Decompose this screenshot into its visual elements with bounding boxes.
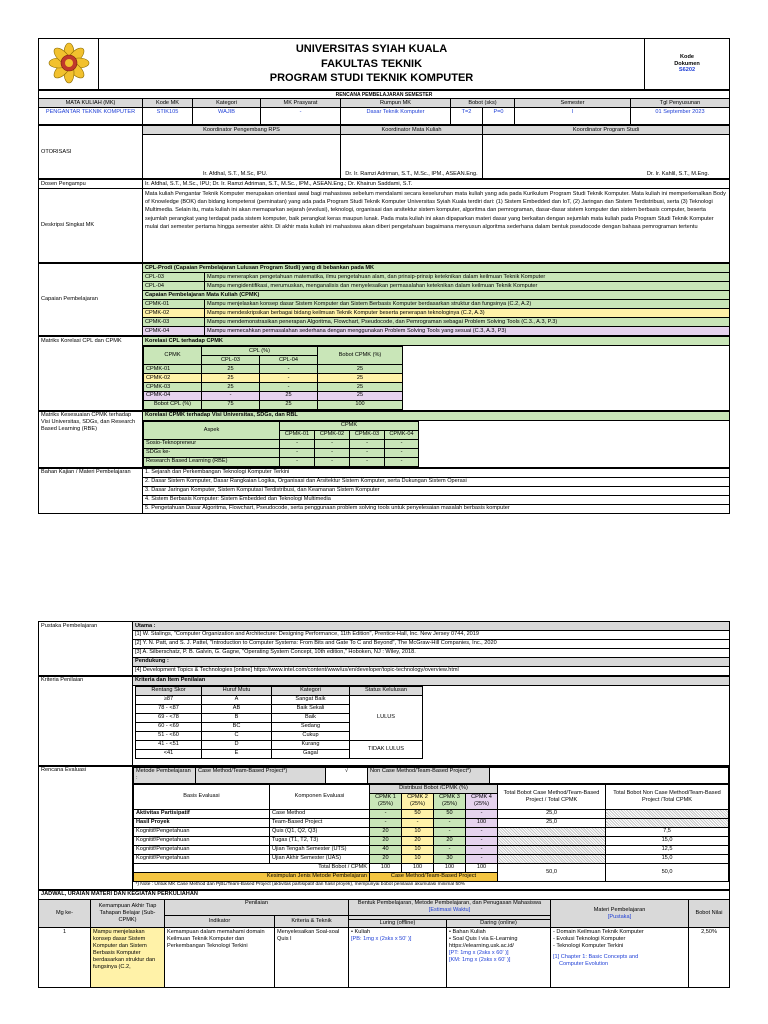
reference-item: [2] Y. N. Patt, and S. J. Pattel, "Introduction to Computer Systems: From Bits and Gate To C and Beyond", The McGraw-Hill Companies, Inc., 2020 (133, 639, 730, 648)
schedule-online-line: [KM: 1mg x (2sks x 60' )] (449, 956, 511, 963)
schedule-table (38, 890, 730, 989)
schedule-offline-header: Luring (offline) (349, 919, 447, 928)
grading-status-header: Status Kelulusan (350, 686, 423, 695)
matrix-cpl04-header: CPL-04 (260, 356, 318, 365)
grading-label: Kriteria Penilaian (39, 676, 133, 765)
schedule-title: JADWAL, URAIAN MATERI DAN KEGIATAN PERKULIAHAN (39, 890, 730, 899)
alignment-aspect: Research Based Learning (RBE) (144, 457, 280, 466)
grading-table (135, 686, 423, 759)
material-item: 2. Dasar Sistem Komputer, Dasar Rangkaian Logika, Organisasi dan Arsitektur Sistem Komputer, serta Dukungan Sistem Operasi (143, 477, 730, 486)
program-coordinator-header: Koordinator Program Studi (483, 126, 730, 135)
matrix-total: 75 (202, 400, 260, 409)
schedule-week-header: Mg ke- (39, 899, 91, 928)
eval-cell: - (434, 845, 466, 854)
grading-range: 41 - <51 (136, 740, 202, 749)
eval-cpmk3-header: CPMK 3 (25%) (434, 793, 466, 809)
schedule-offline (349, 928, 447, 988)
matrix-row-cpmk: CPMK-02 (144, 374, 202, 383)
cpmk-text: Mampu memecahkan permasalahan sederhana dengan menggunakan Problem Solving Tools yang sesuai (C.3, A.3, P3) (205, 327, 730, 336)
description-label: Deskripsi Singkat MK (39, 189, 143, 263)
eval-cell: 40 (370, 845, 402, 854)
grading-range-header: Rentang Skor (136, 686, 202, 695)
grading-category: Sedang (272, 722, 350, 731)
schedule-online (447, 928, 551, 988)
eval-cell: 10 (402, 827, 434, 836)
eval-component: Ujian Tengah Semester (UTS) (270, 845, 370, 854)
eval-total-case: 25,0 (498, 818, 606, 827)
grading-letter: E (202, 749, 272, 758)
schedule-ability-header: Kemampuan Akhir Tiap Tahapan Belajar (Sub-CPMK) (91, 899, 165, 928)
alignment-table (143, 421, 419, 467)
document-header (38, 38, 730, 90)
eval-total-noncase: 7,5 (606, 827, 729, 836)
lecturers-label: Dosen Pengampu (39, 180, 143, 189)
alignment-cell: - (385, 457, 419, 466)
schedule-time-label: [Estimasi Waktu] (428, 907, 471, 914)
course-practice-credits: P=0 (483, 108, 515, 125)
col-prerequisite: MK Prasyarat (261, 99, 341, 108)
grading-category-header: Kategori (272, 686, 350, 695)
rps-page-2 (38, 621, 730, 1024)
course-coordinator-name: Dr. Ir. Ramzi Adriman, S.T., M.Sc., IPM., ASEAN.Eng. (341, 135, 483, 179)
material-item: 5. Pengetahuan Dasar Algoritma, Flowchart, Pseudocode, serta penggunaan problem solving tools untuk penyelesaian masalah berbasis komputer (143, 504, 730, 513)
plan-title: RENCANA PEMBELAJARAN SEMESTER (39, 91, 730, 99)
col-semester: Semester (515, 99, 631, 108)
eval-total: 100 (402, 863, 434, 872)
schedule-form-header (349, 899, 551, 915)
eval-summary-value: Case Method/Team-Based Project (370, 872, 498, 881)
references-support-label: Pendukung : (133, 657, 730, 666)
schedule-material-label: Materi Pembelajaran (593, 906, 646, 913)
grading-category: Kurang (272, 740, 350, 749)
matrix-cell: 25 (318, 383, 403, 392)
schedule-online-link[interactable]: https://elearning.usk.ac.id/ (449, 942, 514, 949)
eval-total-noncase (606, 818, 729, 827)
matrix-label: Matriks Korelasi CPL dan CPMK (39, 337, 143, 411)
alignment-cell: - (350, 448, 385, 457)
course-category-value: WAJIB (193, 108, 261, 125)
matrix-cell: 25 (202, 365, 260, 374)
grading-range: 69 - <78 (136, 713, 202, 722)
matrix-total-label: Bobot CPL (%) (144, 400, 202, 409)
cpmk-text: Mampu mendeskripsikan berbagai bidang keilmuan Teknik Komputer beserta penerapan teknologinya (C.2, A.3) (205, 309, 730, 318)
cpmk-text: Mampu menjelaskan konsep dasar Sistem Komputer dan Sistem Berbasis Komputer berdasarkan struktur dan fungsinya (C.2, A.2) (205, 300, 730, 309)
authorization-table (38, 125, 730, 179)
schedule-ability: Mampu menjelaskan konsep dasar Sistem Komputer dan Sistem Berbasis Komputer berdasarkan struktur dan fungsinya (C.2, (91, 928, 165, 988)
grading-range: 51 - <60 (136, 731, 202, 740)
alignment-aspect: SDGs ke- (144, 448, 280, 457)
eval-basis: Kognitif/Pengetahuan (134, 836, 270, 845)
schedule-weight-header: Bobot Nilai (689, 899, 730, 928)
eval-cell: - (466, 845, 498, 854)
eval-total-case (498, 827, 606, 836)
eval-cell: - (466, 827, 498, 836)
cpl-code: CPL-03 (143, 273, 205, 282)
eval-cell: - (434, 827, 466, 836)
material-item: 3. Dasar Jaringan Komputer, Sistem Komputasi Terdistribusi, dan Keamanan Sistem Komputer (143, 486, 730, 495)
alignment-cell: - (385, 439, 419, 448)
schedule-assessment-header: Penilaian (165, 899, 349, 915)
matrix-cell: 25 (318, 365, 403, 374)
matrix-cell: - (260, 365, 318, 374)
eval-component: Case Method (270, 809, 370, 818)
alignment-col: CPMK-01 (280, 430, 315, 439)
eval-cell: 10 (402, 854, 434, 863)
schedule-material (551, 928, 689, 988)
eval-component-header: Komponen Evaluasi (270, 784, 370, 809)
grading-pass: LULUS (350, 695, 423, 740)
course-coordinator-header: Koordinator Mata Kuliah (341, 126, 483, 135)
eval-total-case-header: Total Bobot Case Method/Team-Based Project / Total CPMK (498, 784, 606, 809)
schedule-indicator: Kemampuan dalam memahami domain Keilmuan Teknik Komputer dan Perkembangan Teknologi Terkini (165, 928, 275, 988)
cpl-text: Mampu mengidentifikasi, merumuskan, menganalisis dan menyelesaikan permasalahan keteknikan dalam keilmuan Teknik Komputer (205, 282, 730, 291)
matrix-total: 25 (260, 400, 318, 409)
method-empty (490, 767, 729, 783)
university-logo-icon (47, 41, 91, 85)
document-code-cell (645, 39, 730, 90)
eval-cell: - (466, 854, 498, 863)
method-label: Metode Pembelajaran : (134, 767, 196, 783)
matrix-cell: 25 (318, 391, 403, 400)
alignment-cell: - (315, 457, 350, 466)
grading-container (133, 676, 730, 765)
reference-item: [1] W. Stalings, "Computer Organization and Architecture: Designing Performance, 11th Edition", Prentice-Hall, Inc. New Jersey 0744, 2019 (133, 630, 730, 639)
reference-item: [3] A. Silberschatz, P. B. Galvin, G. Gagne, "Operating System Concept, 10th edition," Hoboken, NJ : Wiley, 2018. (133, 648, 730, 657)
faculty-name: FAKULTAS TEKNIK (320, 57, 423, 70)
matrix-total: 100 (318, 400, 403, 409)
course-prereq-value: - (261, 108, 341, 125)
alignment-cell: - (280, 439, 315, 448)
eval-total-noncase: 15,0 (606, 854, 729, 863)
eval-total-noncase (606, 809, 729, 818)
schedule-ref-label: [Pustaka] (607, 913, 632, 920)
eval-basis: Hasil Proyek (134, 818, 270, 827)
evaluation-table (133, 784, 729, 889)
eval-component: Tugas (T1, T2, T3) (270, 836, 370, 845)
evaluation-container (133, 766, 730, 889)
grading-letter: AB (202, 704, 272, 713)
doc-code-label-2: Dokumen (674, 60, 700, 67)
eval-cell: 20 (370, 836, 402, 845)
col-date: Tgl Penyusunan (631, 99, 730, 108)
schedule-criteria-header: Kriteria & Teknik (275, 915, 349, 928)
eval-total: 100 (466, 863, 498, 872)
course-code-value: STIK105 (143, 108, 193, 125)
alignment-label: Matriks Kesesuaian CPMK terhadap Visi Universitas, SDGs, dan Research Based Learning (RBE) (39, 411, 143, 467)
col-course-name: MATA KULIAH (MK) (39, 99, 143, 108)
course-theory-credits: T=2 (451, 108, 483, 125)
cpl-text: Mampu menerapkan pengetahuan matematika, ilmu pengetahuan alam, dan prinsip-prinsip keteknikan dalam keilmuan Teknik Komputer (205, 273, 730, 282)
alignment-cell: - (315, 439, 350, 448)
grading-fail: TIDAK LULUS (350, 740, 423, 758)
schedule-week: 1 (39, 928, 91, 988)
schedule-online-header: Daring (online) (447, 919, 551, 928)
matrix-row-cpmk: CPMK-03 (144, 383, 202, 392)
eval-cell: 100 (466, 818, 498, 827)
schedule-offline-line: • Kuliah (351, 928, 371, 935)
grading-range: 78 - <87 (136, 704, 202, 713)
col-credits: Bobot (sks) (451, 99, 515, 108)
matrix-container (143, 337, 730, 411)
dev-coordinator-header: Koordinator Pengembang RPS (143, 126, 341, 135)
grading-letter: A (202, 695, 272, 704)
grading-letter: B (202, 713, 272, 722)
program-coordinator-name: Dr. Ir. Kahlil, S.T., M.Eng. (483, 135, 730, 179)
description-table (38, 179, 730, 263)
matrix-weight-header: Bobot CPMK (%) (318, 347, 403, 365)
alignment-col: CPMK-03 (350, 430, 385, 439)
eval-component: Ujian Akhir Semester (UAS) (270, 854, 370, 863)
eval-total-noncase-header: Total Bobot Non Case Method/Team-Based Project /Total CPMK (606, 784, 729, 809)
schedule-online-line: • Soal Quis I via E-Learning (449, 935, 518, 942)
alignment-cell: - (280, 448, 315, 457)
cpl-header: CPL-Prodi (Capaian Pembelajaran Lulusan Program Studi) yang di bebankan pada MK (143, 264, 730, 273)
references-label: Pustaka Pembelajaran (39, 622, 133, 676)
header-titles (99, 39, 645, 90)
eval-total-noncase: 12,5 (606, 845, 729, 854)
schedule-online-line: [PT: 1mg x (2sks x 60' )] (449, 949, 509, 956)
eval-basis: Kognitif/Pengetahuan (134, 845, 270, 854)
eval-cell: - (434, 818, 466, 827)
program-name: PROGRAM STUDI TEKNIK KOMPUTER (269, 72, 474, 85)
matrix-cell: 25 (202, 383, 260, 392)
grading-category: Baik (272, 713, 350, 722)
eval-distribution-header: Distribusi Bobot /CPMK (%) (370, 784, 498, 793)
method-case: Case Method/Team-Based Project*) (196, 767, 326, 783)
eval-total-noncase: 15,0 (606, 836, 729, 845)
eval-cpmk2-header: CPMK 2 (25%) (402, 793, 434, 809)
eval-component: Quis (Q1, Q2, Q3) (270, 827, 370, 836)
course-semester-value: I (515, 108, 631, 125)
matrix-row-cpmk: CPMK-04 (144, 391, 202, 400)
university-logo-cell (39, 39, 99, 90)
alignment-cell: - (385, 448, 419, 457)
schedule-material-line: - Teknologi Komputer Terkini (553, 942, 624, 949)
grading-title: Kriteria dan Item Penilaian (133, 677, 729, 686)
matrix-cpmk-header: CPMK (144, 347, 202, 365)
cpl-cpmk-matrix-section (38, 336, 730, 411)
evaluation-label: Rencana Evaluasi (39, 766, 133, 889)
method-noncase: Non Case Method/Team-Based Project*) (368, 767, 490, 783)
university-name: UNIVERSITAS SYIAH KUALA (295, 42, 448, 55)
matrix-row-cpmk: CPMK-01 (144, 365, 202, 374)
eval-summary-label: Kesimpulan Jenis Metode Pembelajaran (134, 872, 370, 881)
evaluation-section (38, 766, 730, 890)
outcomes-label: Capaian Pembelajaran (39, 264, 143, 336)
grading-category: Gagal (272, 749, 350, 758)
eval-total: 100 (434, 863, 466, 872)
cpmk-code: CPMK-01 (143, 300, 205, 309)
eval-cpmk4-header: CPMK 4 (25%) (466, 793, 498, 809)
alignment-aspect: Sosio-Teknopreneur (144, 439, 280, 448)
matrix-cell: 25 (202, 374, 260, 383)
alignment-cell: - (280, 457, 315, 466)
eval-total-noncase-sum: 50,0 (606, 863, 729, 881)
matrix-cell: 25 (318, 374, 403, 383)
eval-basis: Aktivitas Partisipatif (134, 809, 270, 818)
learning-outcomes-table (38, 263, 730, 336)
materials-table (38, 468, 730, 514)
eval-cell: - (466, 809, 498, 818)
material-item: 1. Sejarah dan Perkembangan Teknologi Komputer Terkini (143, 468, 730, 477)
eval-cell: - (370, 809, 402, 818)
eval-cell: 20 (402, 836, 434, 845)
schedule-material-line: - Domain Keilmuan Teknik Komputer (553, 928, 644, 935)
schedule-material-line: - Evolusi Teknologi Komputer (553, 935, 626, 942)
course-identity-table (38, 90, 730, 125)
schedule-form-label: Bentuk Pembelajaran, Metode Pembelajaran, dan Penugasan Mahasiswa (357, 900, 542, 907)
alignment-title: Korelasi CPMK terhadap Visi Universitas, SDGs, dan RBL (143, 412, 729, 421)
grading-letter: C (202, 731, 272, 740)
matrix-cell: - (202, 391, 260, 400)
alignment-container (143, 411, 730, 467)
eval-basis: Kognitif/Pengetahuan (134, 827, 270, 836)
eval-cell: 10 (402, 845, 434, 854)
schedule-material-line: [1] Chapter 1: Basic Concepts and (553, 953, 639, 960)
alignment-cpmk-header: CPMK (280, 421, 419, 430)
eval-cell: 20 (370, 854, 402, 863)
cpmk-text: Mampu mendemonstrasikan penerapan Algoritma, Flowchart, Pseudocode, dan Pemrograman sebagai Problem Solving Tools (C.3., A.3, P.3) (205, 318, 730, 327)
eval-total: 100 (370, 863, 402, 872)
doc-code-label-1: Kode (680, 53, 694, 60)
eval-cell: 50 (434, 809, 466, 818)
eval-total-case (498, 836, 606, 845)
material-item: 4. Sistem Berbasis Komputer: Sistem Embedded dan Teknologi Multimedia (143, 495, 730, 504)
materials-label: Bahan Kajian / Materi Pembelajaran (39, 468, 143, 513)
course-family-value: Dasar Teknik Komputer (341, 108, 451, 125)
eval-cpmk1-header: CPMK 1 (25%) (370, 793, 402, 809)
reference-item: [4] Development Topics & Technologies [online] https://www.intel.com/content/www/us/en/developer/topic-technology/overview.html (133, 666, 730, 675)
schedule-online-line: • Bahan Kuliah (449, 928, 486, 935)
eval-total-case: 25,0 (498, 809, 606, 818)
grading-range: <41 (136, 749, 202, 758)
eval-cell: 20 (370, 827, 402, 836)
authorization-label: OTORISASI (39, 126, 143, 179)
col-category: Kategori (193, 99, 261, 108)
eval-cell: - (466, 836, 498, 845)
references-table (38, 621, 730, 676)
alignment-cell: - (350, 439, 385, 448)
references-main-label: Utama : (133, 622, 730, 631)
rps-page-1 (38, 38, 730, 555)
schedule-weight: 2,50% (689, 928, 730, 988)
eval-total-case (498, 854, 606, 863)
method-row (133, 767, 729, 784)
eval-cell: 30 (434, 854, 466, 863)
matrix-table (143, 346, 403, 410)
grading-range: ≥87 (136, 695, 202, 704)
grading-category: Baik Sekali (272, 704, 350, 713)
col-course-code: Kode MK (143, 99, 193, 108)
schedule-offline-line: [PB: 1mg x (2sks x 50' )] (351, 935, 412, 942)
eval-basis: Kognitif/Pengetahuan (134, 854, 270, 863)
matrix-cell: - (260, 374, 318, 383)
schedule-material-header (551, 899, 689, 928)
grading-letter: BC (202, 722, 272, 731)
grading-letter: D (202, 740, 272, 749)
grading-letter-header: Huruf Mutu (202, 686, 272, 695)
cpmk-code: CPMK-02 (143, 309, 205, 318)
alignment-cell: - (350, 457, 385, 466)
eval-cell: 50 (402, 809, 434, 818)
matrix-cell: 25 (260, 391, 318, 400)
eval-cell: - (402, 818, 434, 827)
schedule-criteria: Menyelesaikan Soal-soal Quis I (275, 928, 349, 988)
cpmk-header: Capaian Pembelajaran Mata Kuliah (CPMK) (143, 291, 730, 300)
eval-note: *) Note : Untuk MK Case Method dan PjBL/Team-Based Project (aktivitas partisipatif dan hasil proyek), mempunyai bobot penilaian akumulasi minimal 50% (135, 882, 466, 888)
col-family: Rumpun MK (341, 99, 451, 108)
grading-range: 60 - <69 (136, 722, 202, 731)
eval-total-case (498, 845, 606, 854)
eval-total-label: Total Bobot / CPMK (134, 863, 370, 872)
eval-total-case-sum: 50,0 (498, 863, 606, 881)
grading-category: Cukup (272, 731, 350, 740)
alignment-aspect-header: Aspek (144, 421, 280, 439)
cpmk-code: CPMK-03 (143, 318, 205, 327)
matrix-cell: - (260, 383, 318, 392)
schedule-indicator-header: Indikator (165, 915, 275, 928)
alignment-cell: - (315, 448, 350, 457)
eval-cell: 20 (434, 836, 466, 845)
matrix-cpl03-header: CPL-03 (202, 356, 260, 365)
alignment-col: CPMK-02 (315, 430, 350, 439)
matrix-cpl-header: CPL (%) (202, 347, 318, 356)
alignment-col: CPMK-04 (385, 430, 419, 439)
grading-section (38, 676, 730, 766)
eval-component: Team-Based Project (270, 818, 370, 827)
matrix-title: Korelasi CPL terhadap CPMK (143, 337, 729, 346)
course-name-value: PENGANTAR TEKNIK KOMPUTER (39, 108, 143, 125)
eval-cell: - (370, 818, 402, 827)
grading-category: Sangat Baik (272, 695, 350, 704)
cpmk-code: CPMK-04 (143, 327, 205, 336)
method-check-mark: √ (326, 767, 368, 783)
eval-basis-header: Basis Evaluasi (134, 784, 270, 809)
cpl-code: CPL-04 (143, 282, 205, 291)
doc-code-value: S6202 (678, 67, 696, 74)
schedule-material-line: Computer Evolution (559, 960, 609, 967)
lecturers-value: Ir. Afdhal, S.T., M.Sc., IPU; Dr. Ir. Ramzi Adriman, S.T., M.Sc., IPM., ASEAN.Eng.; Dr. Khairun Saddami, S.T. (143, 180, 730, 189)
description-text: Mata kuliah Pengantar Teknik Komputer merupakan orientasi awal bagi mahasiswa sebelum mendalami secara keseluruhan mata kuliah yang ada pada Kurikulum Program Studi Teknik Komputer. Mata kuliah ini memperkenalkan Body of Knowledge (BOK) dan bidang kompetensi (peminatan) yang ada pada Program Studi Teknik Komputer Universitas Syiah Kuala terdiri dari: (1) Sistem Embedded dan IoT, (2) Jaringan dan Sistem Terdistribusi, serta (3) Teknologi Multimedia. Selain itu, mata kuliah ini akan memaparkan sejarah (evolusi), teknologi, organisasi dan arsitektur sistem komputer, algoritma dan pemrograman, dasar-dasar sistem komputer dan sistem berbasis computer, beserta sejumlah perangkat yang terdapat pada sistem komputer, baik perangkat keras maupun lunak. Pada mata kuliah ini akan dipaparkan materi dasar yang berkaitan dengan sejumlah mata kuliah pada Program Studi Teknik Komputer mulai dari semester pertama hingga semester akhir. Di akhir mata kuliah ini mahasiswa akan diberi pengetahuan bagaimana menyusun algoritma sederhana dalam bentuk pseudocode dengan bahasa pemrograman tertentu (143, 189, 730, 263)
dev-coordinator-name: Ir. Afdhal, S.T., M.Sc, IPU. (143, 135, 341, 179)
alignment-section (38, 411, 730, 468)
course-date-value: 01 September 2023 (631, 108, 730, 125)
